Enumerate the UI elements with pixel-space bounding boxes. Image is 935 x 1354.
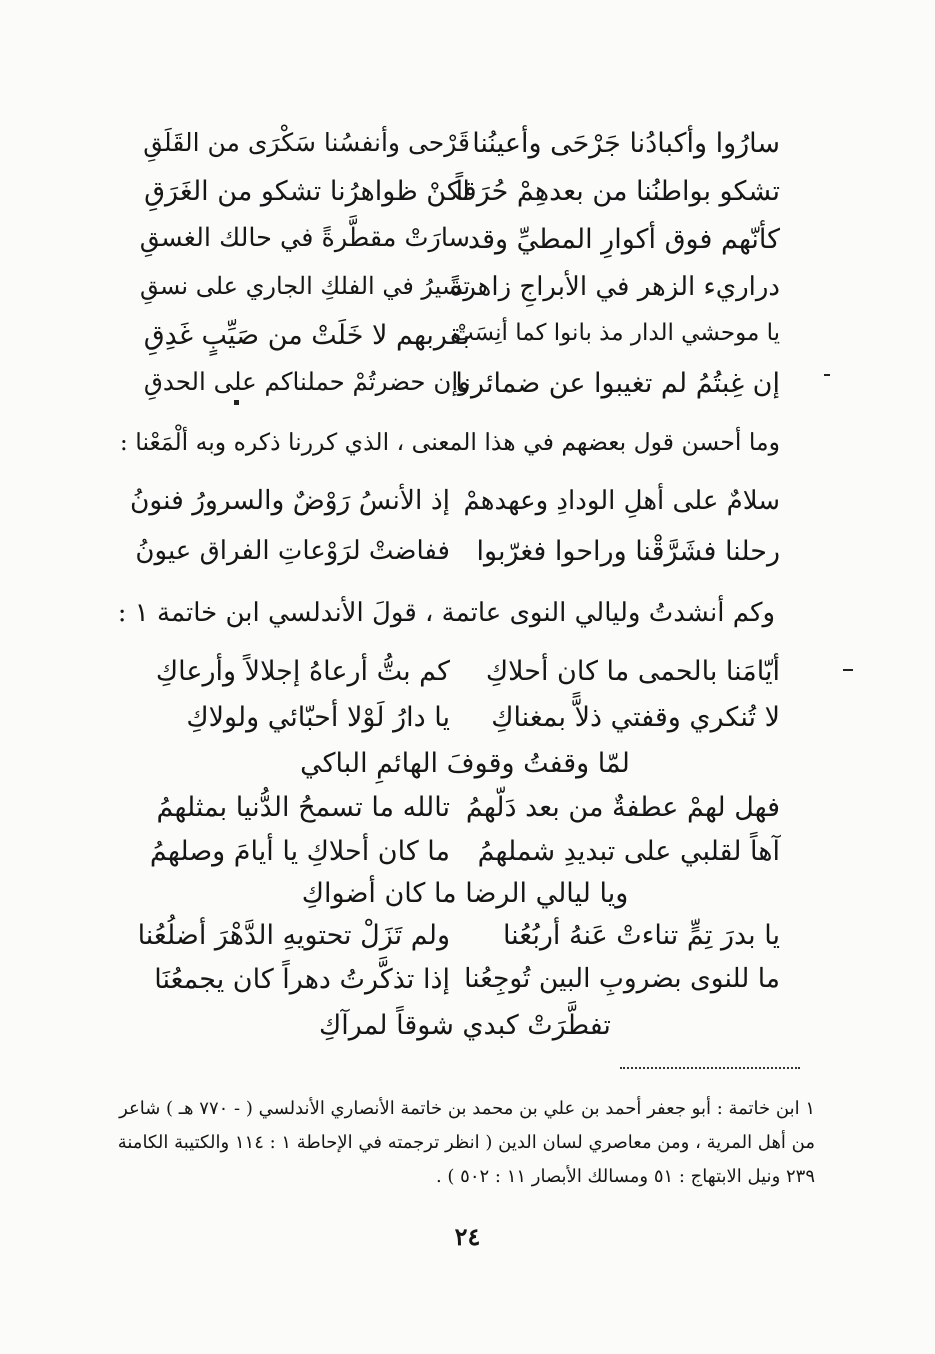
verse-line <box>140 322 780 354</box>
verse-first-hemistich: أيّامَنا بالحمى ما كان أحلاكِ <box>485 656 780 687</box>
verse-first-hemistich: دراريء الزهر في الأبراجِ زاهرةً <box>449 272 780 302</box>
verse-line <box>140 178 780 210</box>
verse-second-hemistich: ولم تَزَلْ تحتويهِ الدَّهْرَ أضلُعُنا <box>137 920 450 951</box>
verse-line <box>130 838 780 870</box>
verse-first-hemistich: آهاً لقلبي على تبديدِ شملهمُ <box>477 836 780 867</box>
verse-second-hemistich: سارَتْ مقطَّرةً في حالك الغسقِ <box>139 223 470 253</box>
verse-line <box>130 922 780 954</box>
verse-first-hemistich: تشكو بواطنُنا من بعدهِمْ حُرَقاً <box>455 176 780 207</box>
verse-line <box>130 658 780 690</box>
prose-intro: وكم أنشدتُ وليالي النوى عاتمة ، قولَ الأندلسي ابن خاتمة ١ : <box>117 598 775 628</box>
prose-intro: وما أحسن قول بعضهم في هذا المعنى ، الذي كررنا ذكره وبه ألْمَعْنا : <box>119 428 780 456</box>
verse-second-hemistich: وإن حضرتُمْ حملناكم على الحدقِ <box>143 367 470 396</box>
verse-second-hemistich: يا دارُ لَوْلا أحبّائي ولولاكِ <box>186 702 450 733</box>
verse-second-hemistich: إذ الأنسُ رَوْضٌ والسرورُ فنونُ <box>129 485 450 516</box>
margin-mark <box>843 669 853 671</box>
verse-line <box>130 538 780 570</box>
page-number: ٢٤ <box>454 1222 481 1251</box>
verse-line <box>129 485 780 520</box>
footnote-line: ١ ابن خاتمة : أبو جعفر أحمد بن علي بن محمد بن خاتمة الأنصاري الأندلسي ( - ٧٧٠ هـ ) شاعر <box>119 1098 815 1119</box>
refrain-line: لمّا وقفتُ وقوفَ الهائمِ الباكي <box>300 748 630 779</box>
verse-first-hemistich: رحلنا فشَرَّقْنا وراحوا فغرّبوا <box>476 536 780 567</box>
refrain-line: تفطَّرَتْ كبدي شوقاً لمرآكِ <box>319 1010 611 1041</box>
verse-line <box>140 130 780 162</box>
print-speck <box>234 400 239 405</box>
verse-second-hemistich: ما كان أحلاكِ يا أيامَ وصلهمُ <box>149 836 450 867</box>
verse-line <box>130 704 780 736</box>
verse-first-hemistich: سلامٌ على أهلِ الودادِ وعهدهمْ <box>463 486 780 516</box>
footnote-separator <box>620 1067 800 1069</box>
verse-second-hemistich: ففاضتْ لرَوْعاتِ الفراق عيونُ <box>135 536 450 566</box>
verse-first-hemistich: لا تُنكري وقفتي ذلاًّ بمغناكِ <box>491 702 780 733</box>
margin-mark <box>824 374 830 376</box>
verse-first-hemistich: كأنّهم فوق أكوارِ المطيِّ وقد <box>467 224 780 255</box>
verse-second-hemistich: بقربهم لا خَلَتْ من صَيِّبٍ غَدِقِ <box>143 320 470 351</box>
verse-second-hemistich: كم بتُّ أرعاهُ إجلالاً وأرعاكِ <box>155 656 450 687</box>
verse-first-hemistich: سارُوا وأكبادُنا جَرْحَى وأعينُنا <box>472 128 780 159</box>
verse-second-hemistich: تسيرُ في الفلكِ الجاري على نسقِ <box>139 272 470 300</box>
verse-line <box>130 963 780 998</box>
verse-first-hemistich: فهل لهمْ عطفةٌ من بعد دَلّهمُ <box>465 792 780 823</box>
verse-line <box>140 274 780 306</box>
verse-second-hemistich: قَرْحى وأنفسُنا سَكْرَى من القَلَقِ <box>143 128 470 157</box>
footnote-line: من أهل المرية ، ومن معاصري لسان الدين ( انظر ترجمته في الإحاطة ١ : ١١٤ والكتيبة الكامنة <box>117 1132 815 1153</box>
verse-line <box>130 794 780 826</box>
verse-first-hemistich: ما للنوى بضروبِ البين تُوجِعُنا <box>464 963 780 994</box>
verse-line <box>140 367 780 402</box>
verse-first-hemistich: يا موحشي الدار مذ بانوا كما أنِسَتْ <box>452 320 780 346</box>
verse-second-hemistich: لكنْ ظواهرُنا تشكو من الغَرَقِ <box>144 176 470 207</box>
verse-line <box>139 223 780 258</box>
refrain-line: ويا ليالي الرضا ما كان أضواكِ <box>301 878 629 909</box>
verse-second-hemistich: إذا تذكَّرتُ دهراً كان يجمعُنَا <box>154 964 450 995</box>
footnote-line: ٢٣٩ ونيل الابتهاج : ٥١ ومسالك الأبصار ١١ : ٥٠٢ ) . <box>435 1166 815 1187</box>
verse-first-hemistich: يا بدرَ تِمٍّ تناءتْ عَنهُ أربُعُنا <box>502 920 780 951</box>
verse-first-hemistich: إن غِبتُمُ لم تغيبوا عن ضمائرنا <box>455 368 780 399</box>
verse-second-hemistich: تالله ما تسمحُ الدُّنيا بمثلهمُ <box>156 792 450 823</box>
